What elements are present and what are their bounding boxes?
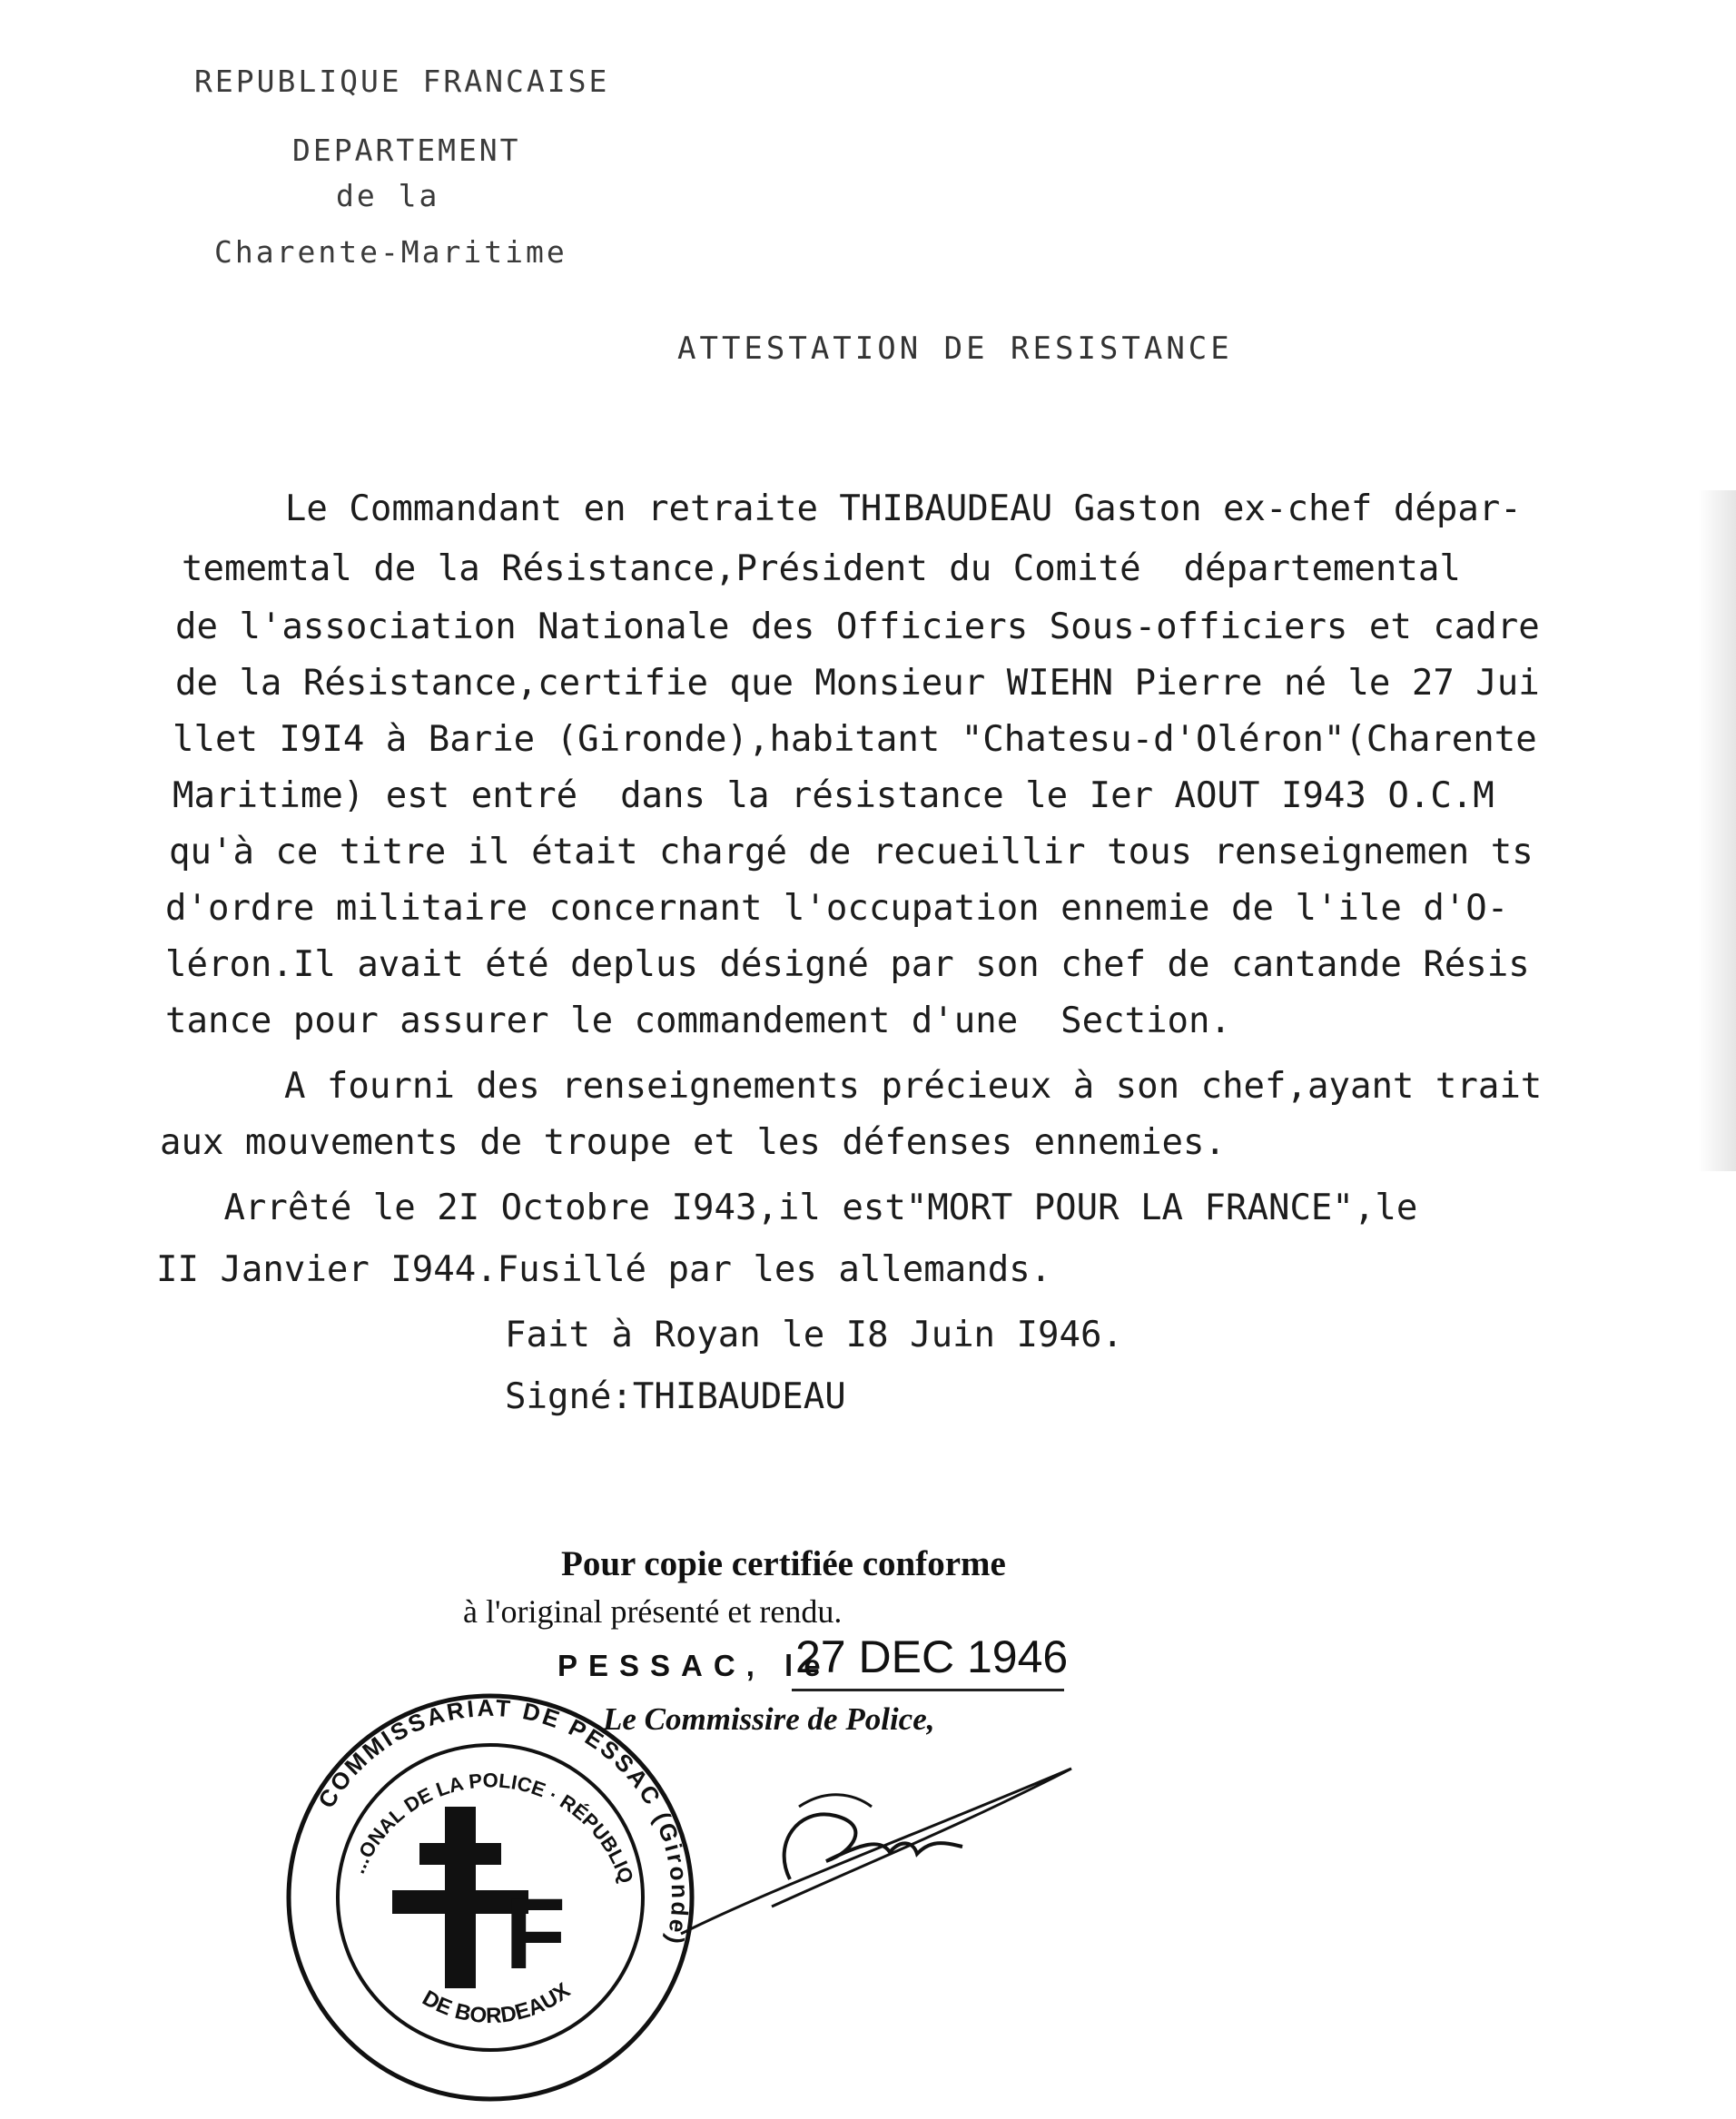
header-de-la: de la bbox=[336, 178, 440, 213]
body-line-6: Maritime) est entré dans la résistance le Ier AOUT I943 O.C.M bbox=[173, 775, 1494, 816]
header-charente-maritime: Charente-Maritime bbox=[214, 234, 567, 270]
body-line-1: Le Commandant en retraite THIBAUDEAU Gaston ex-chef dépar- bbox=[200, 488, 1522, 529]
scan-shadow bbox=[1698, 490, 1736, 1171]
body-line-2: tememtal de la Résistance,Président du Comité départemental bbox=[182, 548, 1461, 589]
header-departement: DEPARTEMENT bbox=[292, 133, 521, 168]
body-line-10: tance pour assurer le commandement d'une Section. bbox=[165, 1000, 1231, 1041]
body-line-7: qu'à ce titre il était chargé de recueillir tous renseignemen ts bbox=[169, 832, 1534, 872]
body-line-9: léron.Il avait été deplus désigné par son chef de cantande Résis bbox=[165, 944, 1530, 985]
handwritten-signature bbox=[663, 1752, 1080, 1952]
header-republique: REPUBLIQUE FRANCAISE bbox=[194, 64, 610, 99]
cert-city: PESSAC, le bbox=[557, 1649, 832, 1682]
body-line-13: Arrêté le 2I Octobre I943,il est"MORT POUR LA FRANCE",le bbox=[160, 1188, 1418, 1228]
cert-date-underline bbox=[792, 1689, 1064, 1691]
seal-top-text: ...ONAL DE LA POLICE · RÉPUBLIQ bbox=[346, 1769, 638, 1887]
body-line-3: de l'association Nationale des Officiers Sous-officiers et cadre bbox=[175, 606, 1540, 647]
place-date: Fait à Royan le I8 Juin I946. bbox=[505, 1315, 1123, 1355]
seal-graphic bbox=[272, 1680, 708, 2115]
cert-official: Le Commissire de Police, bbox=[603, 1701, 935, 1737]
body-line-12: aux mouvements de troupe et les défenses ennemies. bbox=[160, 1122, 1226, 1163]
document-title: ATTESTATION DE RESISTANCE bbox=[677, 330, 1233, 367]
seal-letter: F bbox=[505, 1878, 567, 1990]
police-seal bbox=[272, 1680, 708, 2115]
body-line-5: llet I9I4 à Barie (Gironde),habitant "Chatesu-d'Oléron"(Charente bbox=[173, 719, 1537, 760]
body-line-4: de la Résistance,certifie que Monsieur WIEHN Pierre né le 27 Jui bbox=[175, 663, 1540, 704]
signed-line: Signé:THIBAUDEAU bbox=[505, 1376, 846, 1417]
signature-graphic bbox=[663, 1752, 1080, 1952]
seal-bottom-text: DE BORDEAUX bbox=[418, 1977, 576, 2029]
body-line-8: d'ordre militaire concernant l'occupation ennemie de l'ile d'O- bbox=[165, 888, 1509, 929]
cert-heading: Pour copie certifiée conforme bbox=[561, 1544, 1006, 1583]
cert-date: 27 DEC 1946 bbox=[795, 1631, 1069, 1682]
body-line-11: A fourni des renseignements précieux à son chef,ayant trait bbox=[242, 1066, 1543, 1107]
body-line-14: II Janvier I944.Fusillé par les allemands. bbox=[156, 1249, 1052, 1290]
seal-outer-text: COMMISSARIAT DE PESSAC (Gironde) bbox=[312, 1693, 695, 1949]
cert-original: à l'original présenté et rendu. bbox=[463, 1593, 843, 1630]
